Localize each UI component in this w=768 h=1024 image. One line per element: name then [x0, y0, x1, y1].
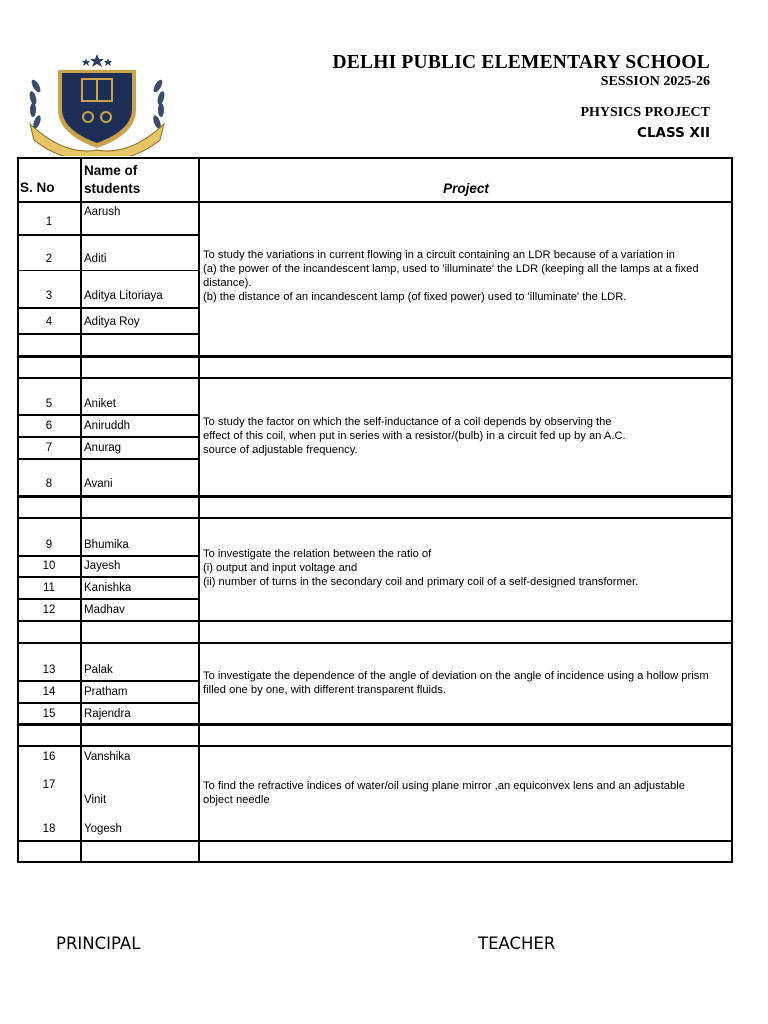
- student-sno: 4: [45, 316, 53, 328]
- student-name: Rajendra: [84, 708, 131, 720]
- student-sno: 17: [42, 779, 56, 791]
- teacher-signature-label: TEACHER: [478, 934, 556, 953]
- project-description: To investigate the relation between the ratio of (i) output and input voltage and (ii) number of turns in the secondary coil and primary coil of a self-designed transformer.: [203, 548, 639, 588]
- header-project: Project: [443, 181, 489, 196]
- student-name: Madhav: [84, 604, 125, 616]
- student-name: Jayesh: [84, 560, 121, 572]
- student-name: Aniruddh: [84, 420, 131, 432]
- student-sno: 15: [42, 708, 56, 720]
- school-crest-logo: [24, 52, 170, 156]
- student-sno: 12: [42, 604, 56, 616]
- student-name: Kanishka: [84, 582, 132, 594]
- student-sno: 11: [43, 582, 55, 594]
- subject-title: PHYSICS PROJECT: [580, 105, 710, 120]
- project-description: To investigate the dependence of the angle of deviation on the angle of incidence using a hollow prism filled one by one, with different transparent fluids.: [203, 670, 709, 696]
- student-sno: 10: [42, 560, 56, 572]
- student-sno: 9: [45, 539, 53, 551]
- header-name-line2: students: [84, 181, 141, 196]
- project-description: To study the factor on which the self-inductance of a coil depends by observing the effect of this coil, when put in series with a resistor/(bulb) in a circuit fed up by an A.C. source of adjustable frequency.: [203, 416, 626, 456]
- student-sno: 6: [45, 420, 53, 432]
- student-name: Avani: [84, 478, 113, 490]
- student-name: Aditya Litoriaya: [84, 290, 163, 302]
- class-label: CLASS XII: [637, 125, 710, 141]
- student-name: Aditi: [84, 253, 107, 265]
- student-sno: 7: [45, 442, 53, 454]
- project-description: To find the refractive indices of water/oil using plane mirror ,an equiconvex lens and an adjustable object needle: [203, 780, 685, 806]
- student-name: Yogesh: [84, 823, 122, 835]
- project-description: To study the variations in current flowing in a circuit containing an LDR because of a variation in (a) the power of the incandescent lamp, used to 'illuminate' the LDR (keeping all the lamps at a fixed distance). (b) the distance of an incandescent lamp (of fixed power) used to 'illuminate' the LDR.: [203, 249, 699, 303]
- student-name: Aniket: [84, 398, 116, 410]
- student-sno: 5: [45, 398, 53, 410]
- student-sno: 14: [42, 686, 56, 698]
- student-sno: 18: [42, 823, 56, 835]
- principal-signature-label: PRINCIPAL: [56, 934, 141, 953]
- student-sno: 13: [42, 664, 56, 676]
- student-name: Vinit: [84, 794, 107, 806]
- student-name: Aarush: [84, 206, 121, 218]
- student-sno: 1: [45, 216, 53, 228]
- student-name: Palak: [84, 664, 113, 676]
- student-name: Aditya Roy: [84, 316, 140, 328]
- student-sno: 3: [45, 290, 53, 302]
- student-sno: 2: [45, 253, 53, 265]
- student-sno: 8: [45, 478, 53, 490]
- student-name: Pratham: [84, 686, 128, 698]
- student-name: Bhumika: [84, 539, 129, 551]
- student-sno: 16: [42, 751, 56, 763]
- header-name-line1: Name of: [84, 163, 138, 178]
- school-name: DELHI PUBLIC ELEMENTARY SCHOOL: [332, 52, 710, 73]
- header-sno: S. No: [20, 180, 55, 195]
- session-label: SESSION 2025-26: [600, 74, 710, 89]
- student-name: Vanshika: [84, 751, 131, 763]
- student-name: Anurag: [84, 442, 122, 454]
